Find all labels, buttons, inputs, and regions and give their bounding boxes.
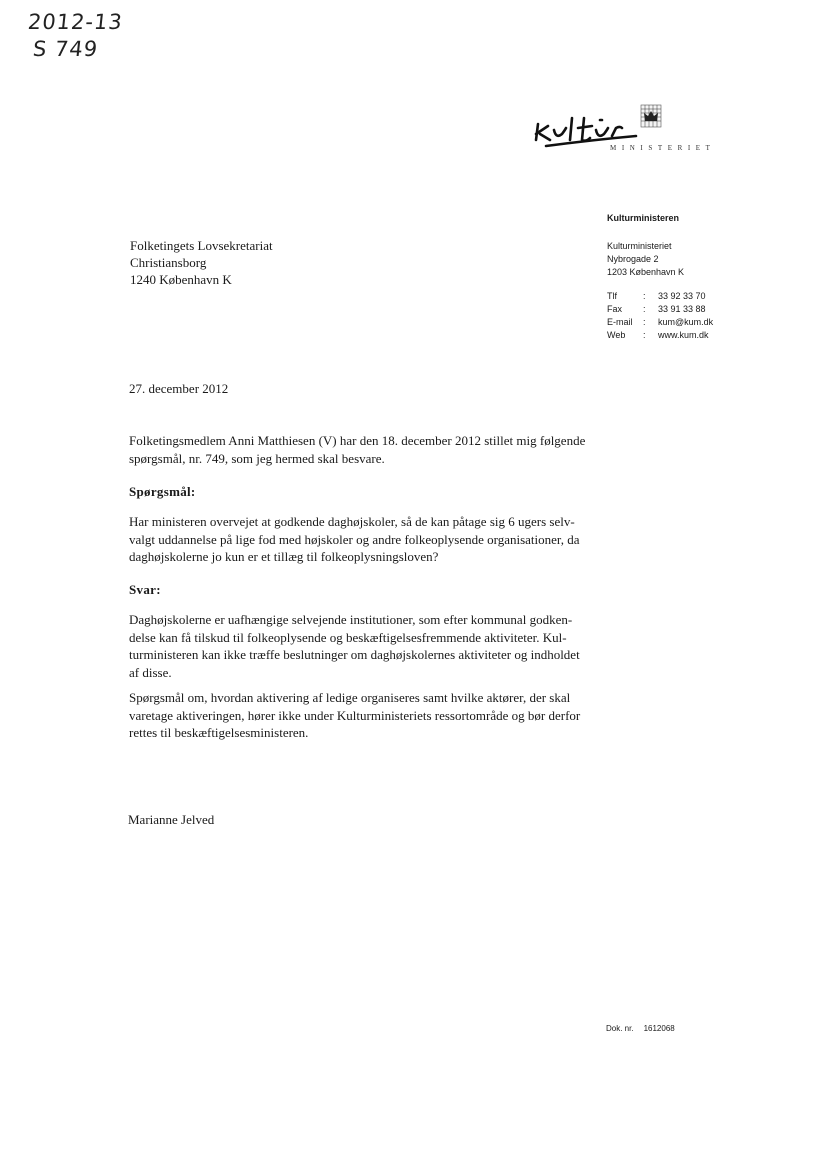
- answer-heading: Svar:: [129, 582, 161, 597]
- sender-address: [607, 240, 684, 279]
- answer-line: delse kan få tilskud til folkeoplysende og beskæftigelsesfremmende aktiviteter. Kul-: [129, 629, 567, 645]
- sender-address-line: Nybrogade 2: [607, 254, 659, 264]
- recipient-line: 1240 København K: [130, 272, 232, 287]
- contact-label: Web: [607, 330, 626, 340]
- contact-colon: :: [643, 291, 646, 301]
- contact-value: 33 92 33 70: [658, 291, 706, 301]
- answer-paragraph-1: [129, 611, 619, 681]
- intro-line: Folketingsmedlem Anni Matthiesen (V) har den 18. december 2012 stillet mig følgende: [129, 433, 586, 448]
- intro-paragraph: [129, 432, 619, 467]
- contact-row-web: [607, 329, 713, 342]
- contact-value: 33 91 33 88: [658, 304, 706, 314]
- contact-row-email: [607, 316, 713, 329]
- contact-value: kum@kum.dk: [658, 317, 714, 327]
- answer-line: turministeren kan ikke træffe beslutninger om daghøjskolernes aktiviteter og indholdet: [129, 647, 580, 662]
- contact-colon: :: [643, 330, 646, 340]
- question-paragraph: [129, 513, 619, 566]
- handwritten-session: 2012-13: [26, 10, 125, 34]
- sender-contacts: [607, 290, 713, 342]
- sender-address-line: 1203 København K: [607, 267, 685, 277]
- answer-line: af disse.: [129, 664, 172, 680]
- question-heading: Spørgsmål:: [129, 484, 196, 499]
- signature-name: Marianne Jelved: [128, 812, 215, 827]
- recipient-address: [130, 237, 273, 288]
- contact-colon: :: [643, 304, 646, 314]
- document-number-label: Dok. nr.: [606, 1024, 634, 1033]
- document-number-value: 1612068: [643, 1024, 675, 1033]
- logo-subtitle: MINISTERIET: [610, 144, 716, 152]
- contact-value: www.kum.dk: [658, 330, 709, 340]
- sender-title: Kulturministeren: [607, 213, 680, 223]
- contact-row-fax: [607, 303, 713, 316]
- answer-paragraph-2: [129, 689, 619, 742]
- document-number: [606, 1024, 675, 1033]
- contact-colon: :: [643, 317, 646, 327]
- contact-row-phone: [607, 290, 713, 303]
- answer-line: Daghøjskolerne er uafhængige selvejende institutioner, som efter kommunal godken-: [129, 612, 573, 627]
- answer-line: rettes til beskæftigelsesministeren.: [129, 725, 309, 740]
- answer-line: varetage aktiveringen, hører ikke under Kulturministeriets ressortområde og bør derfor: [129, 707, 581, 723]
- sender-address-line: Kulturministeriet: [607, 241, 672, 251]
- question-line: daghøjskolerne jo kun er et tillæg til folkeoplysningsloven?: [129, 549, 439, 564]
- recipient-line: Christiansborg: [130, 255, 207, 270]
- intro-line: spørgsmål, nr. 749, som jeg hermed skal besvare.: [129, 450, 385, 466]
- question-line: Har ministeren overvejet at godkende daghøjskoler, så de kan påtage sig 6 ugers selv-: [129, 514, 575, 529]
- recipient-line: Folketingets Lovsekretariat: [130, 238, 273, 253]
- crown-icon: [640, 104, 662, 128]
- contact-label: Tlf: [607, 291, 617, 301]
- ministry-logo: [532, 104, 716, 154]
- question-line: valgt uddannelse på lige fod med højskoler og andre folkeoplysende organisationer, da: [129, 531, 580, 547]
- contact-label: E-mail: [607, 317, 633, 327]
- handwritten-question-number: S 749: [31, 37, 100, 61]
- contact-label: Fax: [607, 304, 623, 314]
- answer-line: Spørgsmål om, hvordan aktivering af ledige organiseres samt hvilke aktører, der skal: [129, 690, 571, 705]
- letter-date: 27. december 2012: [129, 381, 229, 396]
